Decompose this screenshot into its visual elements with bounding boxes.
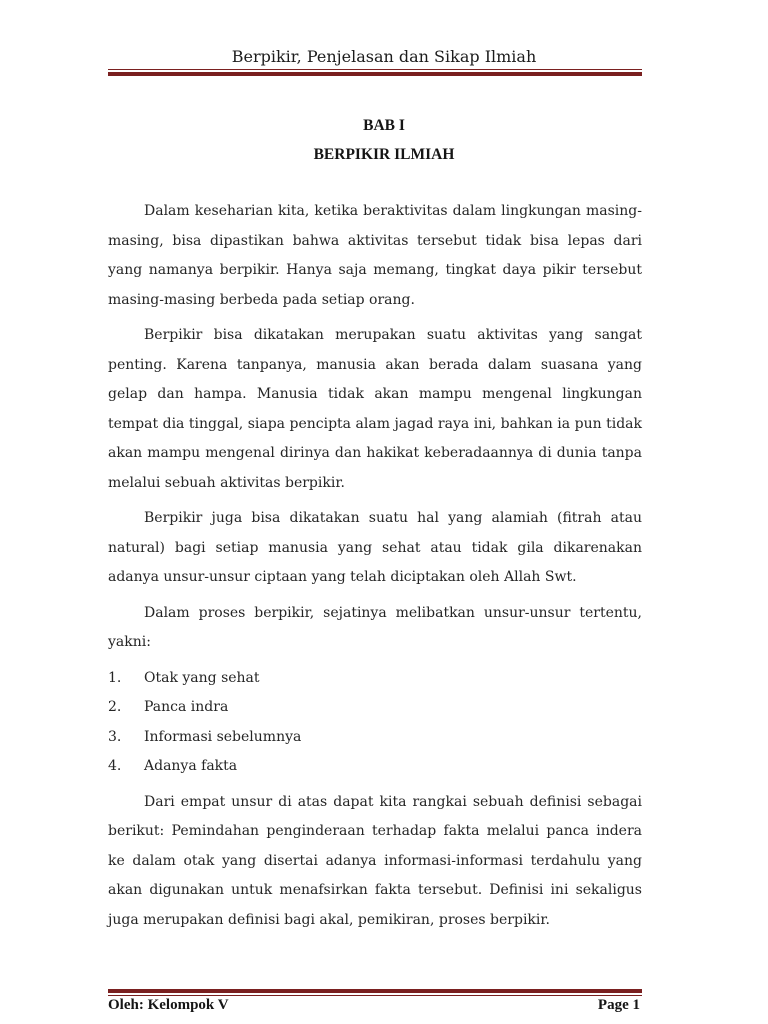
document-body [108,197,642,941]
closing-paragraph: Dari empat unsur di atas dapat kita rangkai sebuah definisi sebagai berikut: Pemindahan penginderaan terhadap fakta melalui panca indera ke dalam otak yang disertai adanya informasi-informasi terdahulu yang akan digunakan untuk menafsirkan fakta tersebut. Definisi ini sekaligus juga merupakan definisi bagi akal, pemikiran, proses berpikir. [108,793,642,928]
list-number: 3. [108,728,122,745]
chapter-label: BAB I [363,117,405,134]
footer-rule-thick [108,989,642,993]
list-text: Informasi sebelumnya [144,728,302,745]
list-item [108,723,642,753]
list-item [108,693,642,723]
chapter-title: BERPIKIR ILMIAH [313,146,455,163]
page-number: Page 1 [597,997,640,1013]
list-number: 4. [108,758,122,774]
list-text: Panca indra [144,699,229,715]
footer-rule-thin [108,995,642,996]
list-item [108,752,642,782]
running-header: Berpikir, Penjelasan dan Sikap Ilmiah [231,47,537,66]
list-item [108,664,642,694]
list-number: 1. [108,669,122,686]
paragraph: Dalam proses berpikir, sejatinya melibatkan unsur-unsur tertentu, yakni: [108,604,642,650]
list-text: Otak yang sehat [144,669,260,686]
header-rule-thick [108,72,642,76]
list-number: 2. [108,699,122,715]
header-rule-thin [108,69,642,70]
paragraph: Berpikir bisa dikatakan merupakan suatu aktivitas yang sangat penting. Karena tanpanya, manusia akan berada dalam suasana yang gelap dan hampa. Manusia tidak akan mampu mengenal lingkungan tempat dia tinggal, siapa pencipta alam jagad raya ini, bahkan ia pun tidak akan mampu mengenal dirinya dan hakikat keberadaannya di dunia tanpa melalui sebuah aktivitas berpikir. [108,327,642,491]
paragraph: Berpikir juga bisa dikatakan suatu hal yang alamiah (fitrah atau natural) bagi setiap manusia yang sehat atau tidak gila dikarenakan adanya unsur-unsur ciptaan yang telah diciptakan oleh Allah Swt. [108,510,642,585]
footer-author: Oleh: Kelompok V [108,997,229,1013]
paragraph: Dalam keseharian kita, ketika beraktivitas dalam lingkungan masing-masing, bisa dipastikan bahwa aktivitas tersebut tidak bisa lepas dari yang namanya berpikir. Hanya saja memang, tingkat daya pikir tersebut masing-masing berbeda pada setiap orang. [108,203,642,308]
list-text: Adanya fakta [144,758,238,774]
element-list [108,664,642,782]
